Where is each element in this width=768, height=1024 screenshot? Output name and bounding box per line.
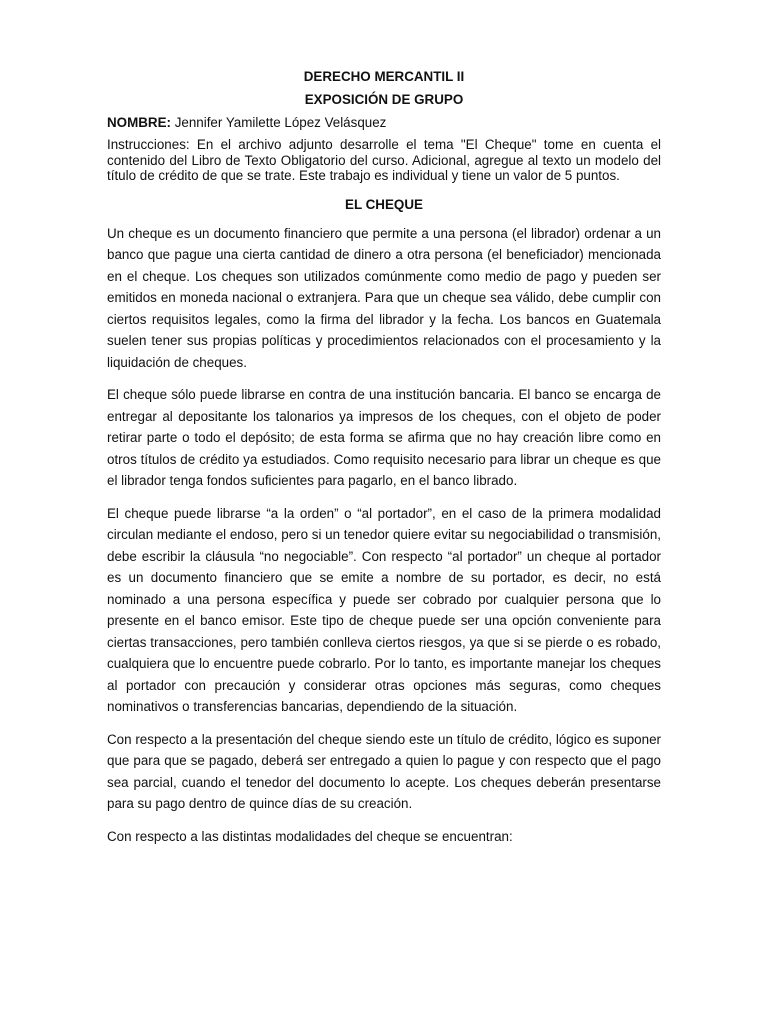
instructions-paragraph: Instrucciones: En el archivo adjunto desarrolle el tema "El Cheque" tome en cuenta el contenido del Libro de Texto Obligatorio del curso. Adicional, agregue al texto un modelo del título de crédito de que se trate. Este trabajo es individual y tiene un valor de 5 puntos. (107, 137, 661, 184)
document-title: DERECHO MERCANTIL II (303, 69, 465, 84)
document-page (107, 64, 661, 847)
body-paragraph: El cheque puede librarse “a la orden” o “al portador”, en el caso de la primera modalidad circulan mediante el endoso, pero si un tenedor quiere evitar su negociabilidad o transmisión, debe escribir la cláusula “no negociable”. Con respecto “al portador” un cheque al portador es un documento financiero que se emite a nombre de su portador, es decir, no está nominado a una persona específica y puede ser cobrado por cualquier persona que lo presente en el banco emisor. Este tipo de cheque puede ser una opción conveniente para ciertas transacciones, pero también conlleva ciertos riesgos, ya que si se pierde o es robado, cualquiera que lo encuentre puede cobrarlo. Por lo tanto, es importante manejar los cheques al portador con precaución y considerar otras opciones más seguras, como cheques nominativos o transferencias bancarias, dependiendo de la situación. (107, 505, 661, 715)
name-value: Jennifer Yamilette López Velásquez (170, 115, 387, 130)
document-subtitle: EXPOSICIÓN DE GRUPO (304, 92, 464, 107)
body-paragraph: Un cheque es un documento financiero que permite a una persona (el librador) ordenar a un banco que pague una cierta cantidad de dinero a otra persona (el beneficiador) mencionada en el cheque. Los cheques son utilizados comúnmente como medio de pago y pueden ser emitidos en moneda nacional o extranjera. Para que un cheque sea válido, debe cumplir con ciertos requisitos legales, como la firma del librador y la fecha. Los bancos en Guatemala suelen tener sus propias políticas y procedimientos relacionados con el procesamiento y la liquidación de cheques. (107, 225, 661, 370)
name-label: NOMBRE: (107, 115, 171, 130)
name-line (107, 115, 661, 131)
body-paragraph: Con respecto a la presentación del cheque siendo este un título de crédito, lógico es suponer que para que se pagado, deberá ser entregado a quien lo pague y con respecto que el pago sea parcial, cuando el tenedor del documento lo acepte. Los cheques deberán presentarse para su pago dentro de quince días de su creación. (107, 731, 661, 812)
body-paragraph: El cheque sólo puede librarse en contra de una institución bancaria. El banco se encarga de entregar al depositante los talonarios ya impresos de los cheques, con el objeto de poder retirar parte o todo el depósito; de esta forma se afirma que no hay creación libre como en otros títulos de crédito ya estudiados. Como requisito necesario para librar un cheque es que el librador tenga fondos suficientes para pagarlo, en el banco librado. (107, 387, 661, 489)
body-paragraph: Con respecto a las distintas modalidades del cheque se encuentran: (107, 828, 513, 844)
section-title: EL CHEQUE (345, 196, 423, 212)
